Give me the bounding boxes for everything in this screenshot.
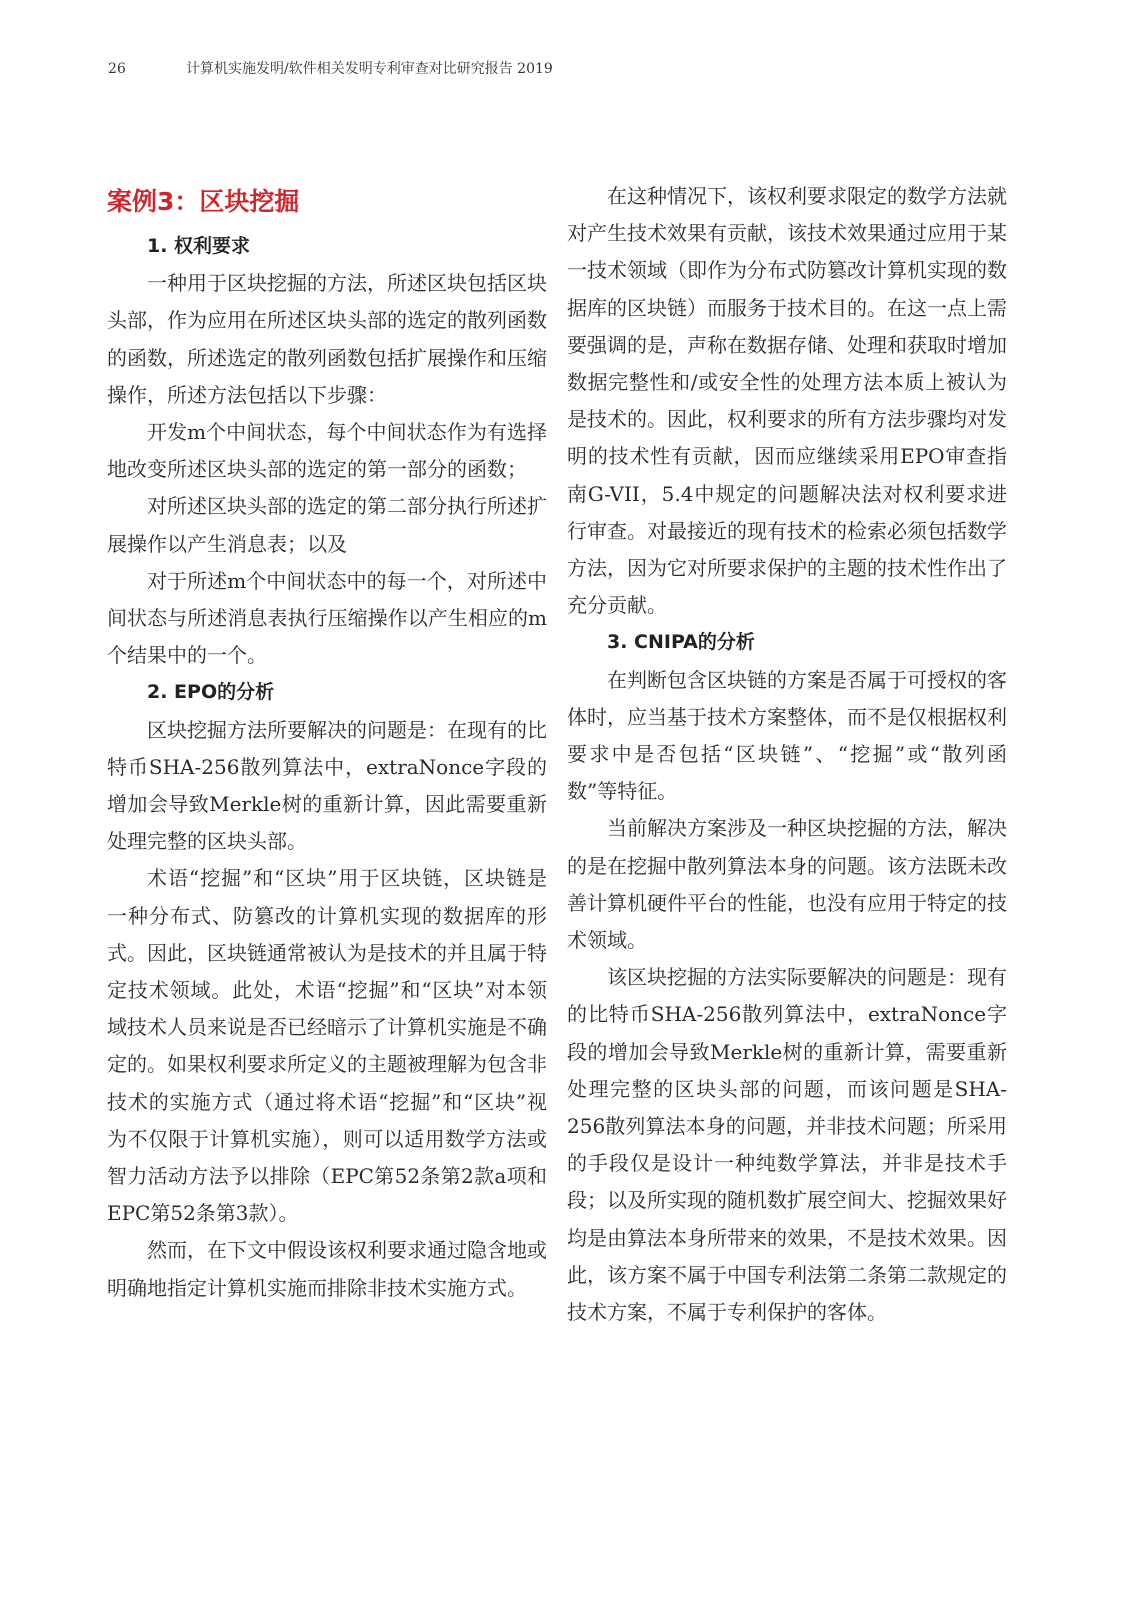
epo-paragraph: 然而，在下文中假设该权利要求通过隐含地或明确地指定计算机实施而排除非技术实施方式。 xyxy=(107,1238,547,1300)
claims-paragraph: 对所述区块头部的选定的第二部分执行所述扩展操作以产生消息表；以及 xyxy=(107,494,547,556)
cnipa-heading: 3. CNIPA的分析 xyxy=(607,631,755,654)
claims-paragraph: 开发m个中间状态，每个中间状态作为有选择地改变所述区块头部的选定的第一部分的函数； xyxy=(107,420,547,482)
claims-paragraph: 一种用于区块挖掘的方法，所述区块包括区块头部，作为应用在所述区块头部的选定的散列函数的函数，所述选定的散列函数包括扩展操作和压缩操作，所述方法包括以下步骤： xyxy=(107,271,547,407)
epo-heading: 2. EPO的分析 xyxy=(147,681,275,704)
running-title: 计算机实施发明/软件相关发明专利审查对比研究报告 2019 xyxy=(186,61,553,77)
page-number: 26 xyxy=(108,61,126,77)
claims-paragraph: 对于所述m个中间状态中的每一个，对所述中间状态与所述消息表执行压缩操作以产生相应的m个结果中的一个。 xyxy=(107,568,547,668)
case-title: 案例3：区块挖掘 xyxy=(107,187,300,216)
epo-paragraph: 区块挖掘方法所要解决的问题是：在现有的比特币SHA-256散列算法中，extraNonce字段的增加会导致Merkle树的重新计算，因此需要重新处理完整的区块头部。 xyxy=(107,717,547,854)
epo-paragraph: 在这种情况下，该权利要求限定的数学方法就对产生技术效果有贡献，该技术效果通过应用于某一技术领域（即作为分布式防篡改计算机实现的数据库的区块链）而服务于技术目的。在这一点上需要强调的是，声称在数据存储、处理和获取时增加数据完整性和/或安全性的处理方法本质上被认为是技术的。因此，权利要求的所有方法步骤均对发明的技术性有贡献，因而应继续采用EPO审查指南G-VII，5.4中规定的问题解决法对权利要求进行审查。对最接近的现有技术的检索必须包括数学方法，因为它对所要求保护的主题的技术性作出了充分贡献。 xyxy=(567,184,1007,618)
left-column xyxy=(107,178,547,1307)
cnipa-paragraph: 在判断包含区块链的方案是否属于可授权的客体时，应当基于技术方案整体，而不是仅根据权利要求中是否包括“区块链”、“挖掘”或“散列函数”等特征。 xyxy=(567,667,1007,804)
epo-paragraph: 术语“挖掘”和“区块”用于区块链，区块链是一种分布式、防篡改的计算机实现的数据库的形式。因此，区块链通常被认为是技术的并且属于特定技术领域。此处，术语“挖掘”和“区块”对本领域技术人员来说是否已经暗示了计算机实施是不确定的。如果权利要求所定义的主题被理解为包含非技术的实施方式（通过将术语“挖掘”和“区块”视为不仅限于计算机实施），则可以适用数学方法或智力活动方法予以排除（EPC第52条第2款a项和EPC第52条第3款）。 xyxy=(107,866,547,1226)
right-column xyxy=(567,178,1007,1331)
cnipa-paragraph: 当前解决方案涉及一种区块挖掘的方法，解决的是在挖掘中散列算法本身的问题。该方法既未改善计算机硬件平台的性能，也没有应用于特定的技术领域。 xyxy=(567,816,1007,953)
running-header xyxy=(108,58,553,78)
claims-heading: 1. 权利要求 xyxy=(147,235,251,257)
cnipa-paragraph: 该区块挖掘的方法实际要解决的问题是：现有的比特币SHA-256散列算法中，extraNonce字段的增加会导致Merkle树的重新计算，需要重新处理完整的区块头部的问题，而该问题是SHA-256散列算法本身的问题，并非技术问题；所采用的手段仅是设计一种纯数学算法，并非是技术手段；以及所实现的随机数扩展空间大、挖掘效果好均是由算法本身所带来的效果，不是技术效果。因此，该方案不属于中国专利法第二条第二款规定的技术方案，不属于专利保护的客体。 xyxy=(567,965,1007,1325)
